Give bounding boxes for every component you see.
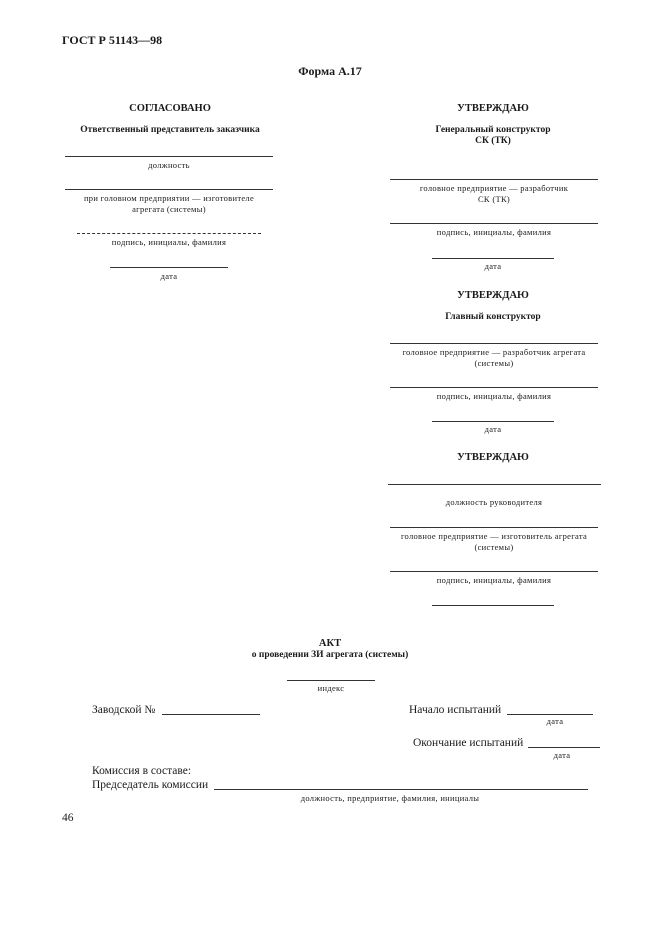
act-title: АКТ	[318, 638, 342, 649]
date-line-2	[432, 421, 554, 422]
serial-number-label: Заводской №	[92, 704, 156, 716]
commission-label: Комиссия в составе:	[92, 765, 192, 777]
signature-line	[77, 233, 261, 234]
index-caption: индекс	[317, 683, 345, 693]
chief-designer-label: Главный конструктор	[445, 312, 541, 322]
enterprise-caption: при головном предприятии — изготовителе	[83, 193, 255, 203]
head-position-line	[388, 484, 601, 485]
agreed-title: СОГЛАСОВАНО	[129, 103, 211, 114]
developer-caption-2: СК (ТК)	[477, 194, 511, 204]
developer-line	[390, 179, 598, 180]
chairman-field[interactable]	[214, 789, 588, 790]
approve-title-2: УТВЕРЖДАЮ	[457, 290, 529, 301]
date-caption-2: дата	[484, 424, 502, 434]
general-designer-label: Генеральный конструктор	[435, 125, 551, 135]
date-line-3	[432, 605, 554, 606]
signature-line-1	[390, 223, 598, 224]
serial-number-field[interactable]	[162, 714, 260, 715]
general-designer-org: СК (ТК)	[475, 136, 511, 146]
test-end-caption: дата	[553, 750, 571, 760]
date-caption-1: дата	[484, 261, 502, 271]
date-caption: дата	[160, 271, 178, 281]
signature-caption-1: подпись, инициалы, фамилия	[436, 227, 552, 237]
agreed-subtitle: Ответственный представитель заказчика	[80, 125, 260, 135]
enterprise-line	[65, 189, 273, 190]
test-start-caption: дата	[546, 716, 564, 726]
signature-caption-2: подпись, инициалы, фамилия	[436, 391, 552, 401]
test-end-field[interactable]	[528, 747, 600, 748]
approve-title-3: УТВЕРЖДАЮ	[457, 452, 529, 463]
chairman-caption: должность, предприятие, фамилия, инициалы	[300, 793, 480, 803]
test-end-label: Окончание испытаний	[413, 737, 524, 749]
signature-line-2	[390, 387, 598, 388]
developer-line-2	[390, 343, 598, 344]
index-line	[287, 680, 375, 681]
form-title: Форма А.17	[298, 64, 362, 78]
manufacturer-line	[390, 527, 598, 528]
developer-caption-3: головное предприятие — разработчик агрегата	[402, 347, 586, 357]
position-line	[65, 156, 273, 157]
signature-caption-3: подпись, инициалы, фамилия	[436, 575, 552, 585]
date-line	[110, 267, 228, 268]
page-number: 46	[62, 812, 74, 824]
developer-caption-4: (системы)	[474, 358, 514, 368]
approve-title-1: УТВЕРЖДАЮ	[457, 103, 529, 114]
act-subtitle: о проведении ЗИ агрегата (системы)	[251, 650, 409, 660]
signature-line-3	[390, 571, 598, 572]
date-line-1	[432, 258, 554, 259]
document-code: ГОСТ Р 51143—98	[62, 33, 163, 47]
head-position-caption: должность руководителя	[445, 497, 543, 507]
test-start-field[interactable]	[507, 714, 593, 715]
manufacturer-caption-2: (системы)	[474, 542, 514, 552]
enterprise-caption-2: агрегата (системы)	[132, 204, 206, 214]
developer-caption: головное предприятие — разработчик	[419, 183, 569, 193]
test-start-label: Начало испытаний	[409, 704, 502, 716]
signature-caption: подпись, инициалы, фамилия	[111, 237, 227, 247]
chairman-label: Председатель комиссии	[92, 779, 209, 791]
manufacturer-caption: головное предприятие — изготовитель агрегата	[400, 531, 588, 541]
position-caption: должность	[148, 160, 190, 170]
